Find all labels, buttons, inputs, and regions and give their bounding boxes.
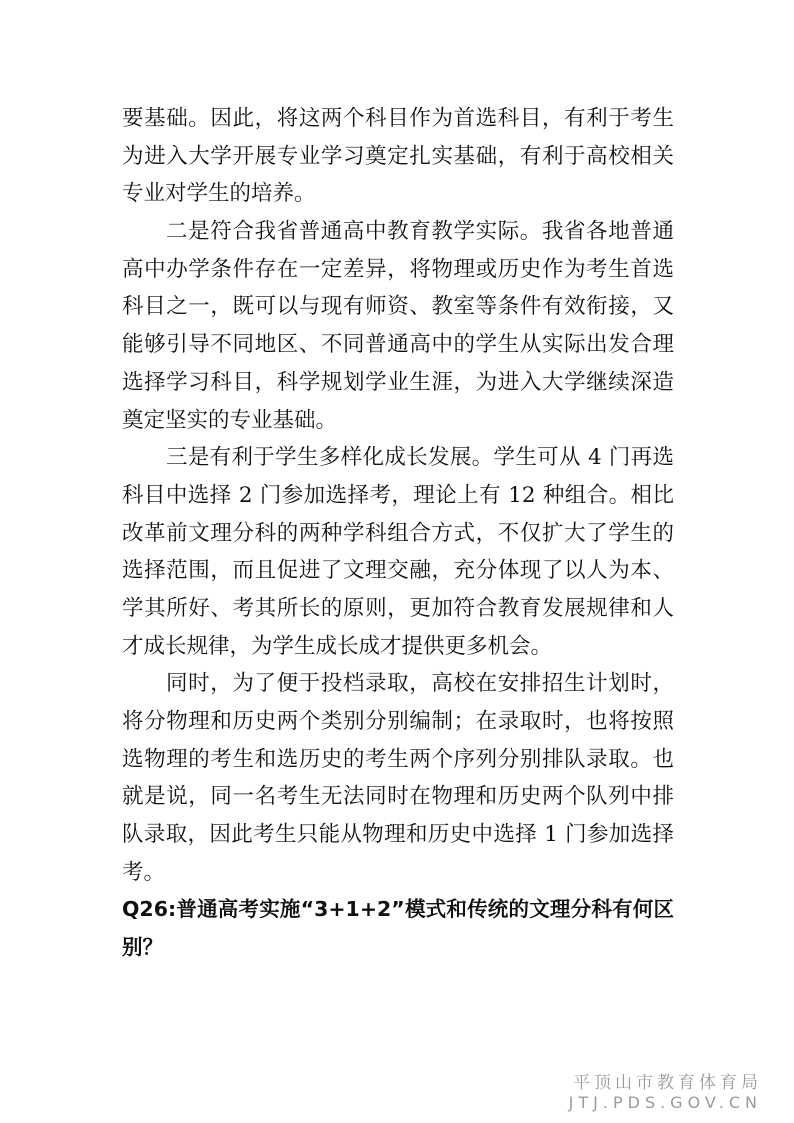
text-line: 三是有利于学生多样化成长发展。学生可从 4 门再选 [166, 445, 674, 471]
question-heading [122, 891, 674, 966]
paragraph-3 [122, 439, 674, 665]
text-line: 奠定坚实的专业基础。 [122, 407, 338, 433]
text-line: 就是说，同一名考生无法同时在物理和历史两个队列中排 [122, 784, 674, 810]
text-line: 高中办学条件存在一定差异，将物理或历史作为考生首选 [122, 256, 674, 282]
watermark-site: JTJ.PDS.GOV.CN [568, 1093, 762, 1112]
watermark-name: 平顶山市教育体育局 [573, 1073, 762, 1093]
question-line: Q26:普通高考实施“3+1+2”模式和传统的文理分科有何区 [122, 897, 674, 922]
text-line: 专业对学生的培养。 [122, 181, 316, 207]
text-line: 能够引导不同地区、不同普通高中的学生从实际出发合理 [122, 332, 674, 358]
text-line: 科目中选择 2 门参加选择考，理论上有 12 种组合。相比 [122, 482, 674, 508]
question-line: 别？ [122, 935, 163, 960]
text-line: 二是符合我省普通高中教育教学实际。我省各地普通 [166, 219, 674, 245]
text-line: 选物理的考生和选历史的考生两个序列分别排队录取。也 [122, 746, 674, 772]
text-line: 要基础。因此，将这两个科目作为首选科目，有利于考生 [122, 106, 674, 131]
text-line: 学其所好、考其所长的原则，更加符合教育发展规律和人 [122, 595, 674, 621]
text-line: 才成长规律，为学生成长成才提供更多机会。 [122, 633, 553, 659]
text-line: 为进入大学开展专业学习奠定扎实基础，有利于高校相关 [122, 143, 674, 169]
text-line: 同时，为了便于投档录取，高校在安排招生计划时， [166, 671, 674, 697]
text-line: 考。 [122, 859, 166, 885]
paragraph-2 [122, 213, 674, 439]
text-line: 选择范围，而且促进了文理交融，充分体现了以人为本、 [122, 558, 674, 584]
text-line: 改革前文理分科的两种学科组合方式，不仅扩大了学生的 [122, 520, 674, 546]
document-body [122, 100, 674, 967]
text-line: 科目之一，既可以与现有师资、教室等条件有效衔接，又 [122, 294, 674, 320]
text-line: 选择学习科目，科学规划学业生涯，为进入大学继续深造 [122, 369, 674, 395]
paragraph-1 [122, 100, 674, 213]
text-line: 队录取，因此考生只能从物理和历史中选择 1 门参加选择 [122, 822, 674, 848]
text-line: 将分物理和历史两个类别分别编制；在录取时，也将按照 [122, 709, 674, 734]
paragraph-4 [122, 665, 674, 891]
